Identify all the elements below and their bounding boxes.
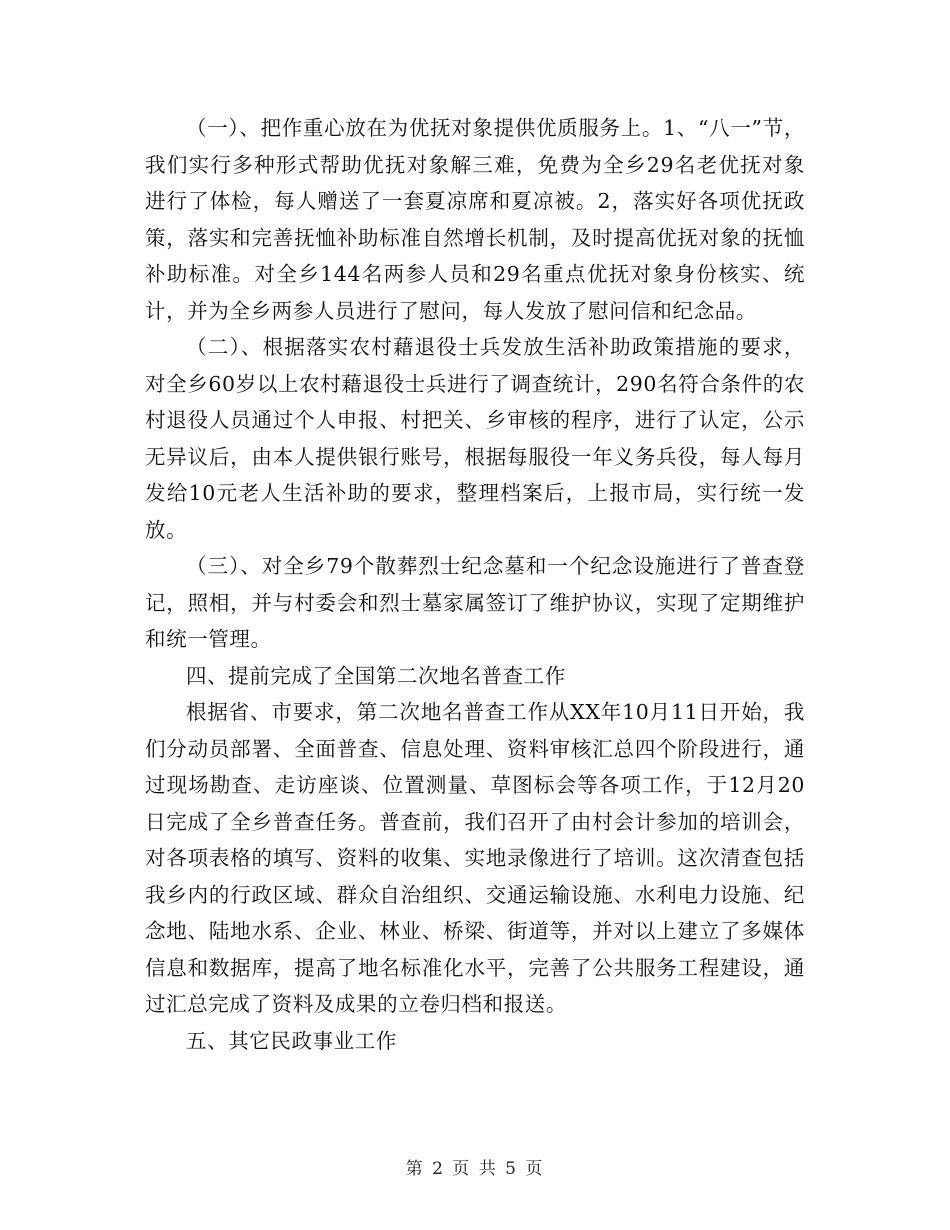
paragraph-item-2: （二）、根据落实农村藉退役士兵发放生活补助政策措施的要求，对全乡60岁以上农村藉退役士兵进行了调查统计，290名符合条件的农村退役人员通过个人申报、村把关、乡审核的程序，进行了认定，公示无异议后，由本人提供银行账号，根据每服役一年义务兵役，每人每月发给10元老人生活补助的要求，整理档案后，上报市局，实行统一发放。: [145, 335, 805, 542]
section-heading-4: 四、提前完成了全国第二次地名普查工作: [186, 663, 566, 688]
document-body: [145, 110, 805, 1059]
page-number-footer: 第 2 页 共 5 页: [405, 1159, 545, 1179]
paragraph-item-3: （三）、对全乡79个散葬烈士纪念墓和一个纪念设施进行了普查登记，照相，并与村委会和烈士墓家属签订了维护协议，实现了定期维护和统一管理。: [145, 554, 805, 651]
paragraph-item-1: （一）、把作重心放在为优抚对象提供优质服务上。1、“八一”节，我们实行多种形式帮助优抚对象解三难，免费为全乡29名老优抚对象进行了体检，每人赠送了一套夏凉席和夏凉被。2，落实好各项优抚政策，落实和完善抚恤补助标准自然增长机制，及时提高优抚对象的抚恤补助标准。对全乡144名两参人员和29名重点优抚对象身份核实、统计，并为全乡两参人员进行了慰问，每人发放了慰问信和纪念品。: [145, 116, 805, 323]
section-heading-5: 五、其它民政事业工作: [186, 1028, 397, 1053]
section-4-body: 根据省、市要求，第二次地名普查工作从XX年10月11日开始，我们分动员部署、全面普查、信息处理、资料审核汇总四个阶段进行，通过现场勘查、走访座谈、位置测量、草图标会等各项工作，于12月20日完成了全乡普查任务。普查前，我们召开了由村会计参加的培训会，对各项表格的填写、资料的收集、实地录像进行了培训。这次清查包括我乡内的行政区域、群众自治组织、交通运输设施、水利电力设施、纪念地、陆地水系、企业、林业、桥梁、街道等，并对以上建立了多媒体信息和数据库，提高了地名标准化水平，完善了公共服务工程建设，通过汇总完成了资料及成果的立卷归档和报送。: [145, 700, 805, 1016]
